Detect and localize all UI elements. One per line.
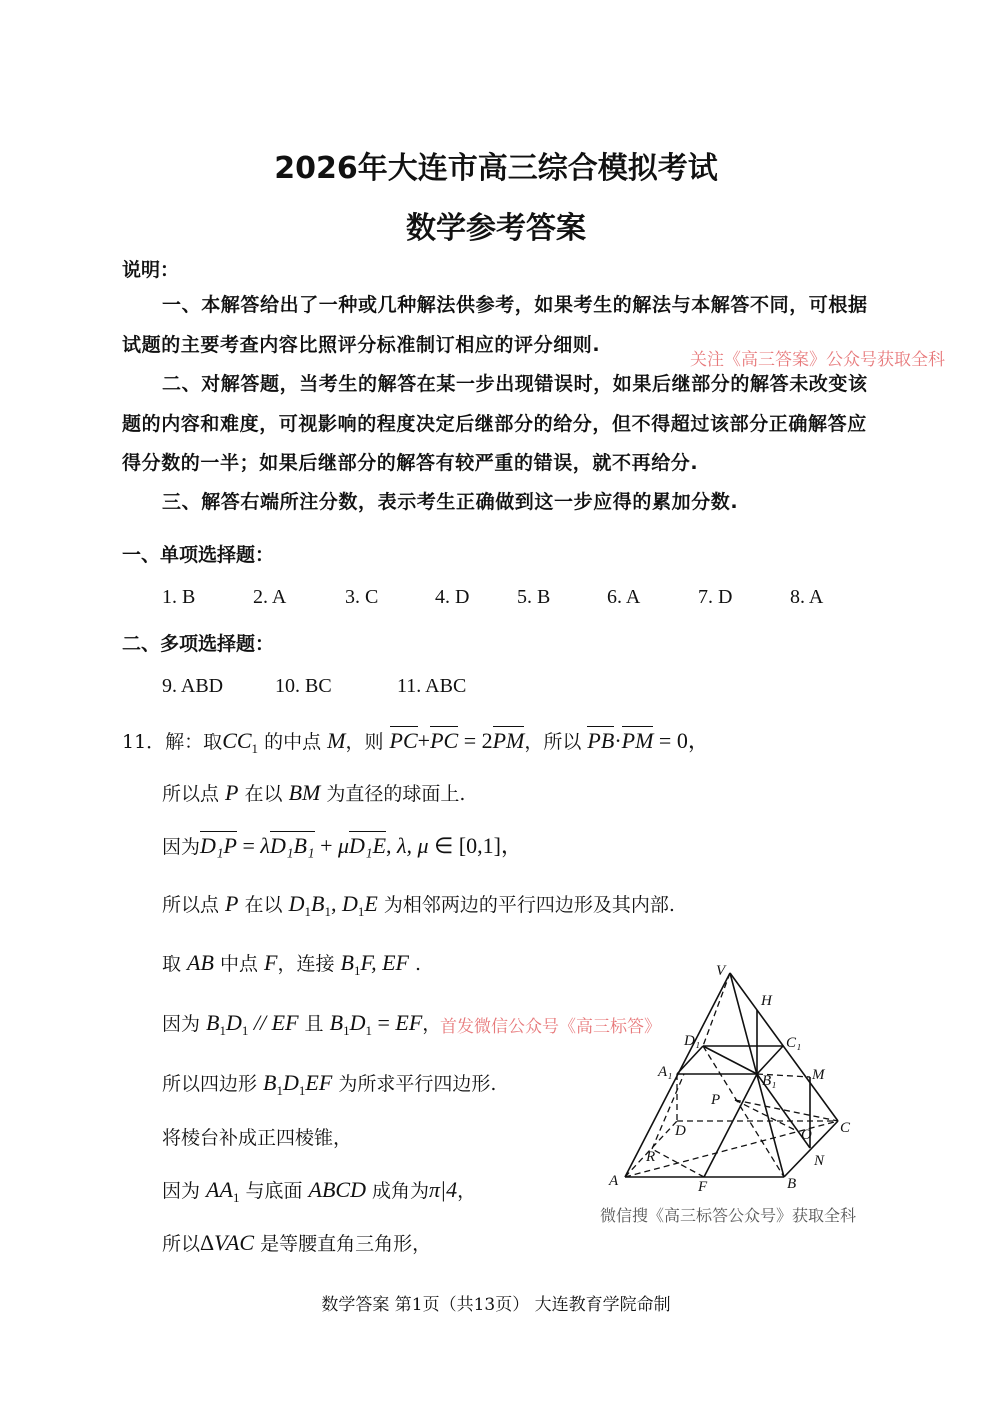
text-segment: 与底面	[239, 1180, 309, 1202]
math-segment: AB	[187, 950, 214, 975]
math-segment: +	[314, 833, 338, 858]
math-segment: B	[340, 950, 354, 975]
math-segment: CC	[222, 728, 252, 753]
frustum-pyramid-figure	[600, 955, 890, 1205]
vector-symbol: PB	[587, 728, 615, 753]
answer-item: 2. A	[253, 586, 287, 608]
page-footer: 数学答案 第1页（共13页） 大连教育学院命制	[321, 1295, 671, 1315]
text-segment: 将棱台补成正四棱锥，	[162, 1127, 353, 1149]
math-segment: B	[310, 891, 325, 916]
note-paragraph: 三、解答右端所注分数，表示考生正确做到这一步应得的累加分数.	[162, 491, 739, 513]
text-segment: 是等腰直角三角形，	[254, 1233, 432, 1255]
answer-item: 6. A	[607, 586, 641, 608]
math-segment: μ	[338, 833, 350, 858]
label-C: C	[840, 1120, 851, 1136]
vector-symbol: PM	[621, 728, 654, 753]
vector-symbol: PM	[492, 728, 525, 753]
label-C1: C₁	[786, 1035, 802, 1051]
math-segment: 1	[241, 1023, 249, 1038]
math-segment: F	[264, 950, 278, 975]
text-segment: 成角为	[365, 1180, 430, 1202]
label-A1: A₁	[658, 1064, 673, 1080]
math-segment: +	[417, 728, 431, 753]
math-segment: = 0，	[653, 728, 710, 753]
math-segment: 1	[357, 904, 365, 919]
text-segment: 所以四边形	[162, 1073, 264, 1095]
math-segment: //	[248, 1010, 272, 1035]
label-D1: D₁	[684, 1033, 701, 1049]
label-R: R	[646, 1149, 656, 1165]
math-segment: = 2	[458, 728, 493, 753]
math-segment: EF	[271, 1010, 299, 1035]
text-segment: ，	[457, 1180, 477, 1202]
math-segment: 1	[219, 1023, 226, 1038]
math-segment: B	[263, 1070, 277, 1095]
math-segment: 1	[232, 1190, 240, 1205]
math-segment: P	[225, 891, 239, 916]
math-segment: B	[329, 1010, 344, 1035]
fraction: π|4	[429, 1177, 458, 1202]
answer-item: 8. A	[790, 586, 824, 608]
watermark-text: 首发微信公众号《高三标答》	[440, 1017, 661, 1037]
math-segment: ∈ [0,1]，	[428, 833, 523, 858]
answer-item: 7. D	[698, 586, 733, 608]
text-segment: 为直径的球面上.	[320, 783, 466, 805]
solution-line	[122, 727, 710, 763]
watermark-text: 微信搜《高三标答公众号》获取全科	[600, 1206, 857, 1225]
note-paragraph: 二、对解答题，当考生的解答在某一步出现错误时，如果后继部分的解答未改变该题的内容和难度，可视影响的程度决定后继部分的给分，但不得超过该部分正确解答应得分数的一半；如果后继部分的解答有较严重的错误，就不再给分.	[122, 373, 868, 474]
math-segment: M	[327, 728, 346, 753]
watermark-text: 关注《高三答案》公众号获取全科	[690, 350, 945, 370]
text-segment: 在以	[238, 783, 289, 805]
page-subtitle: 数学参考答案	[406, 211, 586, 246]
math-segment: λ, μ	[397, 833, 429, 858]
text-segment: 所以	[162, 1233, 201, 1255]
label-H: H	[761, 993, 772, 1009]
vector-symbol: PC	[389, 728, 418, 753]
vector-symbol: D₁B₁	[269, 833, 315, 858]
math-segment: EF	[395, 1010, 423, 1035]
note-paragraph: 一、本解答给出了一种或几种解法供参考，如果考生的解法与本解答不同，可根据试题的主要考查内容比照评分标准制订相应的评分细则.	[122, 294, 868, 356]
label-B: B	[787, 1176, 797, 1192]
math-segment: ,	[386, 833, 398, 858]
math-segment: =	[237, 833, 261, 858]
math-segment: 1	[343, 1023, 350, 1038]
hidden-edges	[625, 973, 838, 1177]
solution-line	[162, 779, 465, 808]
label-A: A	[609, 1173, 619, 1189]
math-segment: VAC	[214, 1230, 255, 1255]
answer-item: 9. ABD	[162, 675, 224, 697]
solution-line	[162, 1176, 476, 1212]
text-segment: 中点	[213, 953, 265, 975]
label-M: M	[812, 1067, 825, 1083]
answer-item: 11. ABC	[397, 675, 467, 697]
math-segment: D	[226, 1010, 242, 1035]
vector-symbol: PC	[430, 728, 459, 753]
solution-line	[162, 1124, 352, 1152]
math-segment: EF	[305, 1070, 333, 1095]
math-segment: 1	[304, 904, 311, 919]
math-segment: AA	[206, 1177, 233, 1202]
solution-line	[162, 890, 675, 926]
text-segment: 为相邻两边的平行四边形及其内部.	[377, 894, 675, 916]
label-V: V	[716, 963, 726, 979]
vector-symbol: D₁E	[349, 833, 387, 858]
math-segment: F, EF	[360, 950, 409, 975]
solid-edges	[625, 973, 838, 1177]
answer-item: 1. B	[162, 586, 196, 608]
answer-item: 10. BC	[275, 675, 332, 697]
text-segment: ，连接	[277, 953, 341, 975]
text-segment: 所以点	[162, 894, 226, 916]
text-segment: 因为	[162, 1180, 207, 1202]
text-segment: 的中点	[258, 731, 328, 753]
figure-labels	[608, 963, 851, 1195]
text-segment: 因为	[162, 1013, 207, 1035]
math-segment: ,	[330, 891, 342, 916]
text-segment: 11．解：取	[122, 731, 223, 753]
math-segment: λ	[260, 833, 270, 858]
math-segment: D	[288, 891, 305, 916]
math-segment: P	[225, 780, 239, 805]
text-segment: ，则	[345, 731, 390, 753]
text-segment: 在以	[238, 894, 289, 916]
solution-line	[162, 1069, 496, 1105]
text-segment: .	[408, 953, 422, 975]
section-heading-single-choice: 一、单项选择题：	[122, 544, 275, 566]
math-segment: 1	[298, 1083, 306, 1098]
text-segment: 因为	[162, 836, 201, 858]
math-segment: =	[371, 1010, 396, 1035]
math-segment: Δ	[200, 1230, 215, 1255]
math-segment: ·	[614, 728, 622, 753]
text-segment: ，所以	[524, 731, 588, 753]
math-segment: 1	[324, 904, 331, 919]
label-P: P	[711, 1092, 721, 1108]
text-segment: 所以点	[162, 783, 226, 805]
math-segment: B	[206, 1010, 220, 1035]
label-B1: B₁	[762, 1073, 777, 1089]
text-segment: 取	[162, 953, 188, 975]
text-segment: 为所求平行四边形.	[332, 1073, 497, 1095]
label-N: N	[814, 1153, 825, 1169]
label-F: F	[698, 1179, 708, 1195]
solution-line	[162, 1009, 441, 1045]
solution-line	[162, 949, 421, 985]
math-segment: 1	[365, 1023, 372, 1038]
page-title: 2026年大连市高三综合模拟考试	[274, 151, 718, 186]
math-segment: D	[283, 1070, 299, 1095]
math-segment: 1	[276, 1083, 283, 1098]
label-O: O	[801, 1127, 812, 1143]
math-segment: 1	[251, 741, 259, 756]
math-segment: ABCD	[308, 1177, 366, 1202]
section-heading-multi-choice: 二、多项选择题：	[122, 633, 275, 655]
math-segment: E	[364, 891, 378, 916]
solution-line	[162, 832, 523, 861]
notes-label: 说明：	[122, 259, 180, 281]
answer-item: 3. C	[345, 586, 379, 608]
label-D: D	[675, 1123, 686, 1139]
math-segment: 1	[353, 963, 361, 978]
text-segment: ，	[422, 1013, 442, 1035]
math-segment: D	[341, 891, 358, 916]
answer-item: 4. D	[435, 586, 470, 608]
text-segment: 且	[298, 1013, 330, 1035]
math-segment: D	[349, 1010, 366, 1035]
math-segment: BM	[288, 780, 321, 805]
vector-symbol: D₁P	[200, 833, 237, 858]
solution-line	[162, 1229, 431, 1258]
answer-item: 5. B	[517, 586, 551, 608]
